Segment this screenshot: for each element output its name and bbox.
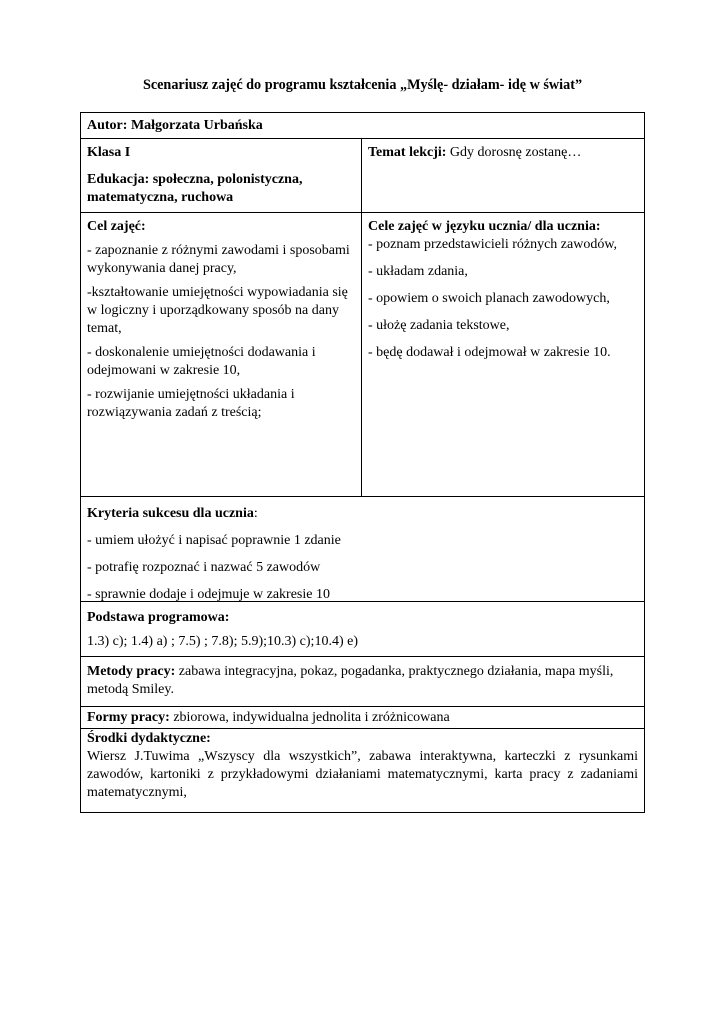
goal-item: - doskonalenie umiejętności dodawania i odejmowani w zakresie 10, bbox=[87, 345, 316, 378]
student-goals-cell bbox=[362, 213, 644, 496]
curriculum-label: Podstawa programowa: bbox=[87, 610, 230, 625]
success-criteria-row bbox=[81, 497, 644, 602]
success-criteria-label: Kryteria sukcesu dla ucznia bbox=[87, 506, 254, 521]
materials-value: Wiersz J.Tuwima „Wszyscy dla wszystkich”, zabawa interaktywna, karteczki z rysunkami zawodów, kartoniki z przykładowymi działaniami matematycznymi, karta pracy z zadaniami matematycznymi, bbox=[87, 749, 638, 800]
forms-label: Formy pracy: bbox=[87, 710, 170, 725]
student-goal-item: - poznam przedstawicieli różnych zawodów, bbox=[368, 237, 618, 252]
methods-label: Metody pracy: bbox=[87, 664, 176, 679]
class-cell bbox=[81, 139, 362, 212]
goals-cell bbox=[81, 213, 362, 496]
topic-cell bbox=[362, 139, 644, 212]
materials-row bbox=[81, 729, 644, 814]
student-goals-label: Cele zajęć w języku ucznia/ dla ucznia: bbox=[368, 219, 601, 234]
author-label: Autor: bbox=[87, 118, 128, 133]
criteria-item: - sprawnie dodaje i odejmuje w zakresie 10 bbox=[87, 587, 330, 602]
student-goal-item: - będę dodawał i odejmował w zakresie 10. bbox=[368, 345, 611, 360]
lesson-plan-table bbox=[80, 112, 645, 813]
methods-value: zabawa integracyjna, pokaz, pogadanka, praktycznego działania, mapa myśli, metodą Smiley. bbox=[87, 664, 614, 697]
author-name: Małgorzata Urbańska bbox=[130, 118, 263, 133]
curriculum-value: 1.3) c); 1.4) a) ; 7.5) ; 7.8); 5.9);10.3) c);10.4) e) bbox=[87, 634, 358, 649]
author-row bbox=[81, 113, 644, 139]
class-topic-row bbox=[81, 139, 644, 213]
student-goal-item: - ułożę zadania tekstowe, bbox=[368, 318, 510, 333]
curriculum-row bbox=[81, 602, 644, 657]
topic-label: Temat lekcji: bbox=[368, 145, 447, 160]
student-goal-item: - układam zdania, bbox=[368, 264, 468, 279]
goal-item: - zapoznanie z różnymi zawodami i sposobami wykonywania danej pracy, bbox=[87, 243, 350, 276]
student-goal-item: - opowiem o swoich planach zawodowych, bbox=[368, 291, 610, 306]
goal-item: - rozwijanie umiejętności układania i rozwiązywania zadań z treścią; bbox=[87, 387, 295, 420]
forms-row bbox=[81, 707, 644, 729]
goals-row bbox=[81, 213, 644, 497]
materials-label: Środki dydaktyczne: bbox=[87, 731, 211, 746]
class-label: Klasa I bbox=[87, 145, 131, 160]
success-criteria-colon: : bbox=[253, 506, 258, 521]
criteria-item: - umiem ułożyć i napisać poprawnie 1 zdanie bbox=[87, 533, 341, 548]
methods-row bbox=[81, 657, 644, 707]
topic-value: Gdy dorosnę zostanę… bbox=[449, 145, 582, 160]
document-title: Scenariusz zajęć do programu kształcenia „Myślę- działam- idę w świat” bbox=[142, 77, 583, 93]
goals-label: Cel zajęć: bbox=[87, 219, 146, 234]
criteria-item: - potrafię rozpoznać i nazwać 5 zawodów bbox=[87, 560, 321, 575]
goal-item: -kształtowanie umiejętności wypowiadania się w logiczny i uporządkowany sposób na dany temat, bbox=[87, 285, 348, 336]
forms-value: zbiorowa, indywidualna jednolita i zróżnicowana bbox=[173, 710, 450, 725]
education-areas: Edukacja: społeczna, polonistyczna, matematyczna, ruchowa bbox=[87, 172, 303, 205]
